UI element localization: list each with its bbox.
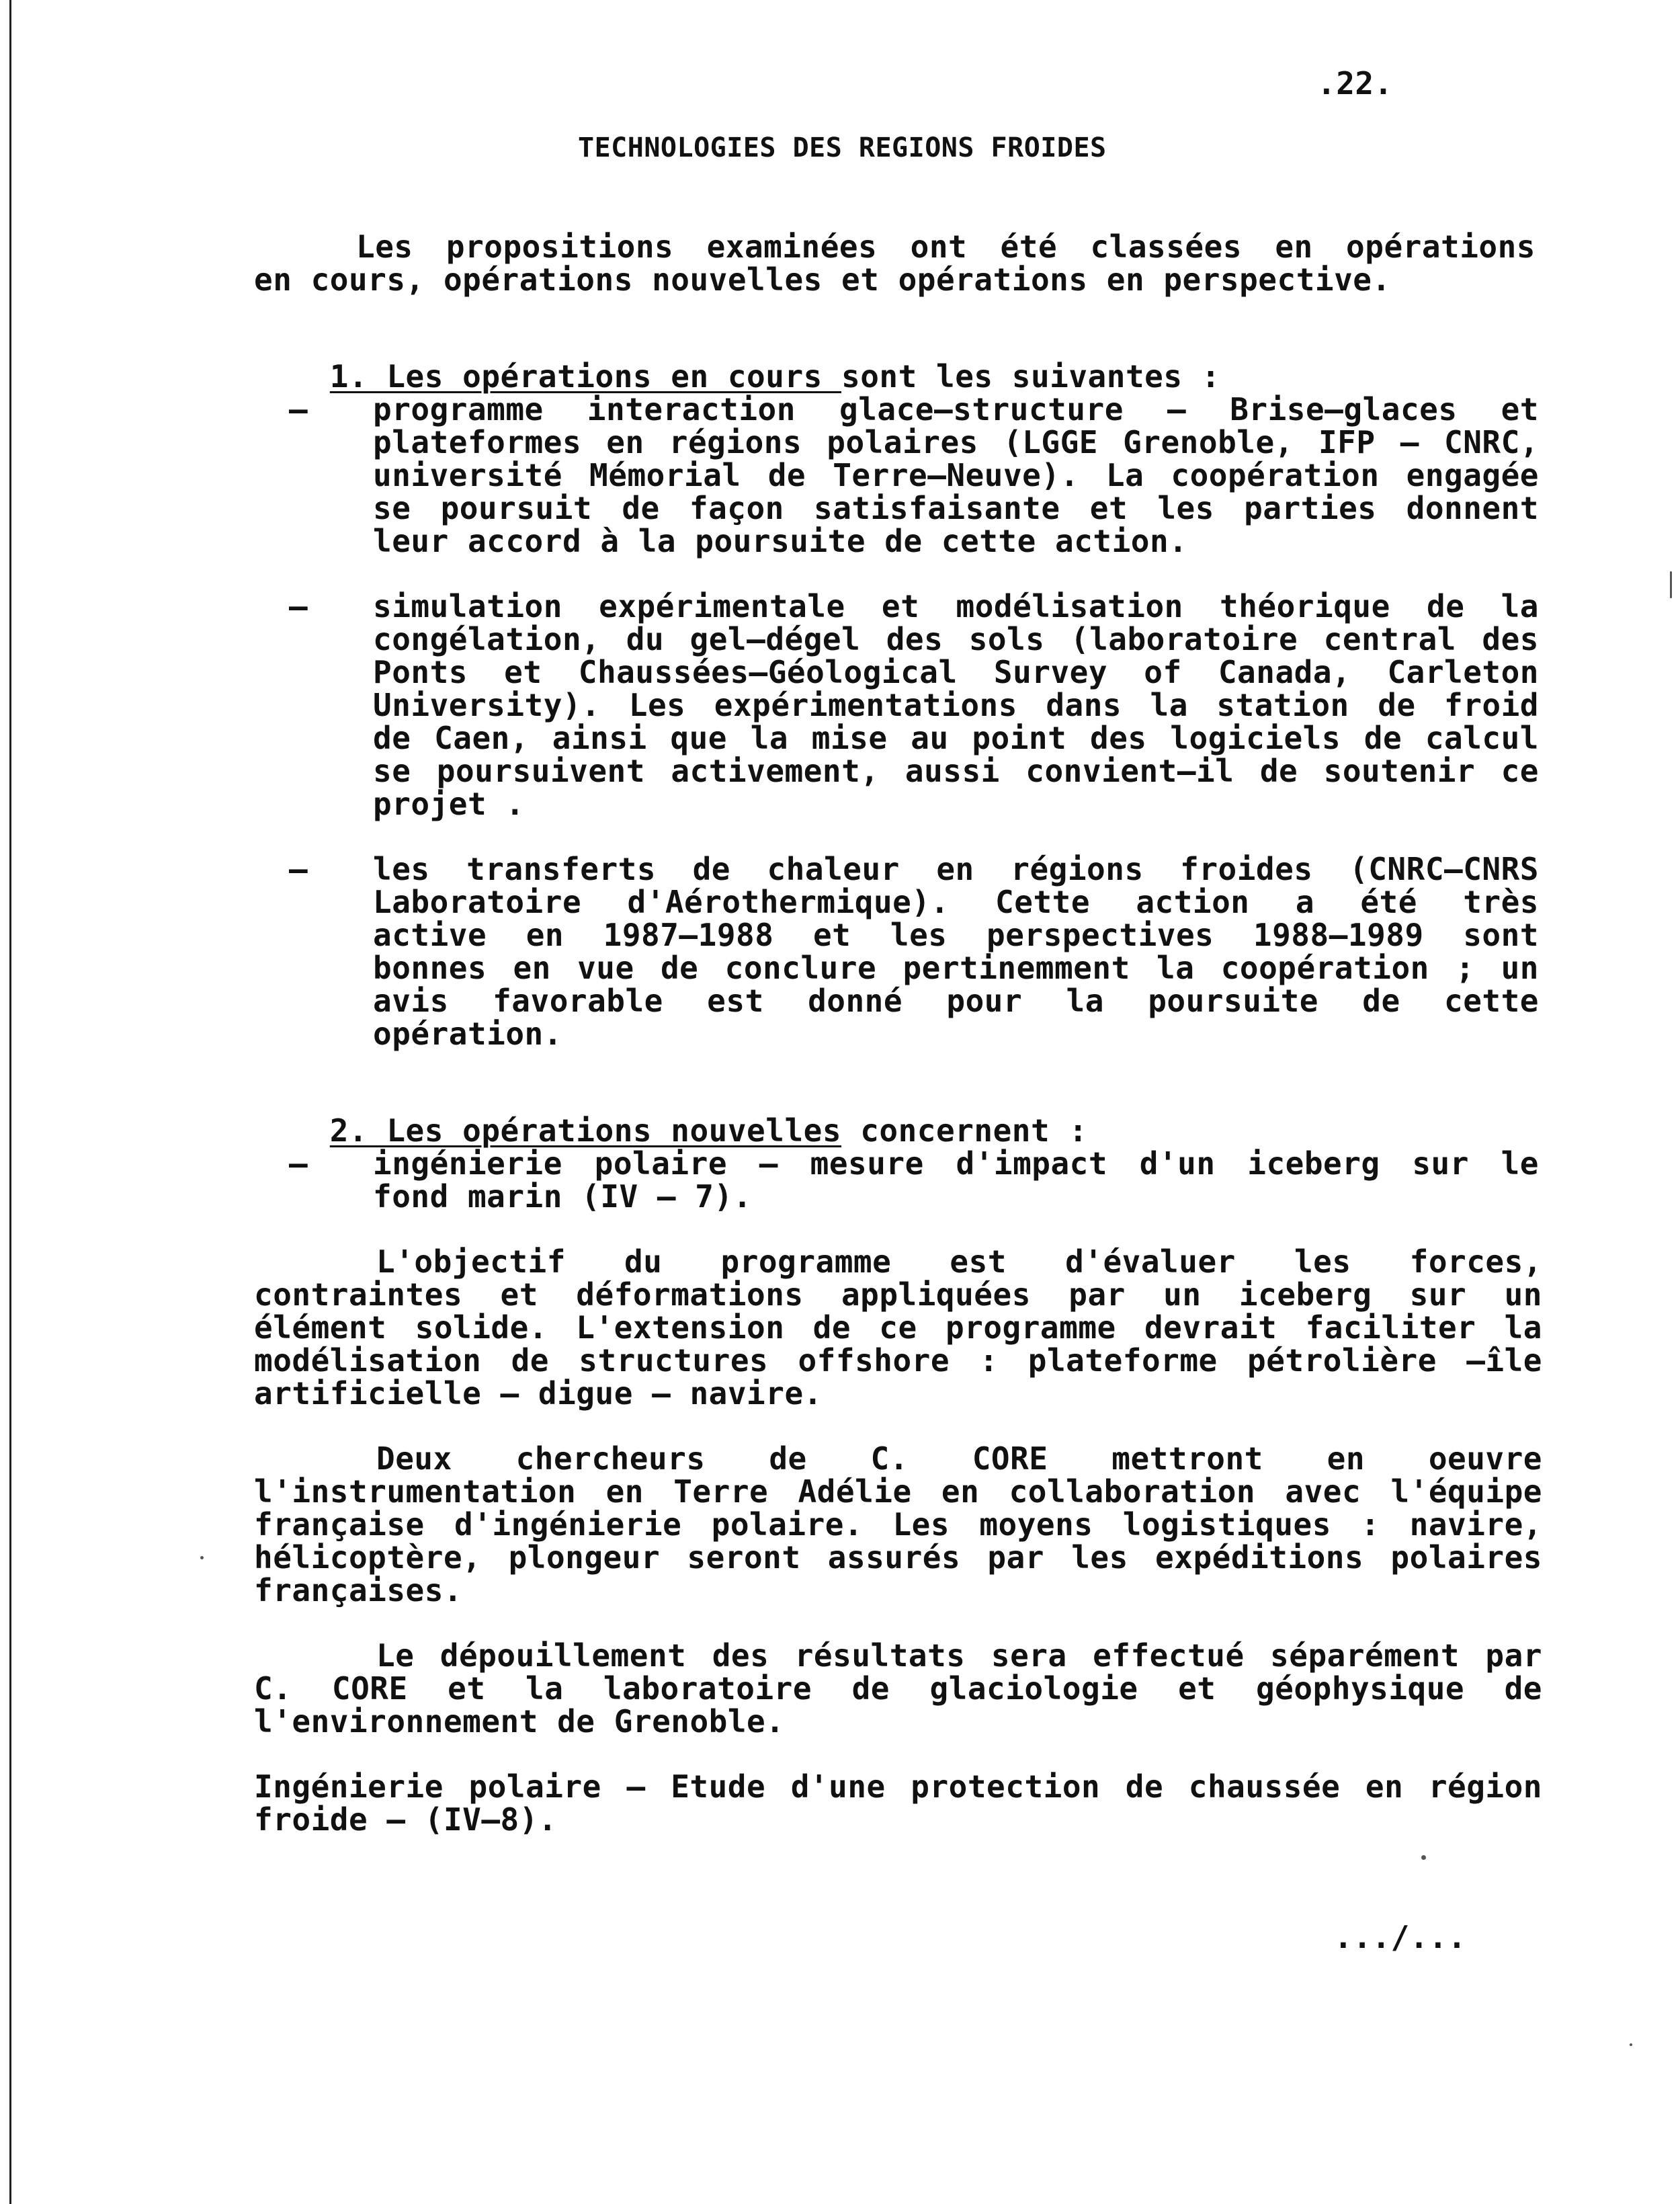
para1-line4: modélisation de structures offshore : plateforme pétrolière –île — [254, 1342, 1542, 1379]
scan-speck — [1670, 571, 1672, 598]
bullet-dash-3: – — [289, 851, 308, 887]
intro-line-2: en cours, opérations nouvelles et opérations en perspective. — [254, 261, 1391, 298]
para3-line3: l'environnement de Grenoble. — [254, 1703, 785, 1740]
bullet-dash-2: – — [289, 588, 308, 624]
scan-speck — [1630, 2043, 1632, 2046]
scan-left-edge — [9, 0, 11, 2204]
s1-item1-line2: plateformes en régions polaires (LGGE Grenoble, IFP – CNRC, — [373, 424, 1539, 460]
s2-item1-line1: ingénierie polaire – mesure d'impact d'un iceberg sur le — [373, 1145, 1539, 1182]
s1-item3-line3: active en 1987–1988 et les perspectives 1988–1989 sont — [373, 917, 1539, 953]
para2-line2: l'instrumentation en Terre Adélie en collaboration avec l'équipe — [254, 1473, 1542, 1510]
s1-item2-line5: de Caen, ainsi que la mise au point des logiciels de calcul — [373, 720, 1539, 756]
para3-line2: C. CORE et la laboratoire de glaciologie et géophysique de — [254, 1670, 1542, 1707]
para4-line1: Ingénierie polaire – Etude d'une protection de chaussée en région — [254, 1768, 1542, 1805]
s1-item2-line1: simulation expérimentale et modélisation théorique de la — [373, 588, 1539, 624]
s1-item2-line4: University). Les expérimentations dans la station de froid — [373, 687, 1539, 723]
s1-item3-line1: les transferts de chaleur en régions froides (CNRC–CNRS — [373, 851, 1539, 887]
section2-heading-rest: concernent : — [841, 1112, 1088, 1149]
para3-line1: Le dépouillement des résultats sera effectué séparément par — [376, 1637, 1542, 1674]
s1-item2-line7: projet . — [373, 786, 525, 822]
s1-item1-line1: programme interaction glace–structure – Brise–glaces et — [373, 391, 1539, 427]
para2-line5: françaises. — [254, 1572, 463, 1608]
continuation-mark: .../... — [1334, 1919, 1467, 1955]
s2-item1-line2: fond marin (IV – 7). — [373, 1178, 752, 1215]
s1-item2-line3: Ponts et Chaussées–Géological Survey of Canada, Carleton — [373, 654, 1539, 690]
s1-item1-line5: leur accord à la poursuite de cette action. — [373, 523, 1188, 559]
page-number: .22. — [1317, 65, 1393, 101]
para4-line2: froide – (IV–8). — [254, 1801, 558, 1838]
para1-line1: L'objectif du programme est d'évaluer les forces, — [376, 1243, 1542, 1280]
s1-item3-line2: Laboratoire d'Aérothermique). Cette action a été très — [373, 884, 1539, 920]
page-title: TECHNOLOGIES DES REGIONS FROIDES — [578, 132, 1107, 163]
s1-item3-line4: bonnes en vue de conclure pertinemment la coopération ; un — [373, 950, 1539, 986]
s1-item2-line2: congélation, du gel–dégel des sols (laboratoire central des — [373, 621, 1539, 657]
section2-heading-underlined: 2. Les opérations nouvelles — [329, 1112, 842, 1149]
para2-line3: française d'ingénierie polaire. Les moyens logistiques : navire, — [254, 1506, 1542, 1543]
bullet-dash-1: – — [289, 391, 308, 427]
para2-line4: hélicoptère, plongeur seront assurés par les expéditions polaires — [254, 1539, 1542, 1576]
scan-speck — [1421, 1855, 1426, 1860]
s1-item1-line3: université Mémorial de Terre–Neuve). La coopération engagée — [373, 457, 1539, 493]
para1-line2: contraintes et déformations appliquées par un iceberg sur un — [254, 1276, 1542, 1313]
s1-item1-line4: se poursuit de façon satisfaisante et les parties donnent — [373, 490, 1539, 526]
section1-heading-underlined: 1. Les opérations en cours — [329, 358, 842, 395]
para2-line1: Deux chercheurs de C. CORE mettront en oeuvre — [376, 1440, 1542, 1477]
bullet-dash-4: – — [289, 1145, 308, 1182]
s1-item2-line6: se poursuivent activement, aussi convient–il de soutenir ce — [373, 753, 1539, 789]
para1-line3: élément solide. L'extension de ce programme devrait faciliter la — [254, 1309, 1542, 1346]
para1-line5: artificielle – digue – navire. — [254, 1375, 823, 1412]
s1-item3-line6: opération. — [373, 1016, 562, 1052]
section1-heading-rest: sont les suivantes : — [841, 358, 1220, 395]
intro-line-1: Les propositions examinées ont été classées en opérations — [356, 229, 1536, 265]
s1-item3-line5: avis favorable est donné pour la poursuite de cette — [373, 983, 1539, 1019]
scan-speck — [200, 1556, 204, 1559]
